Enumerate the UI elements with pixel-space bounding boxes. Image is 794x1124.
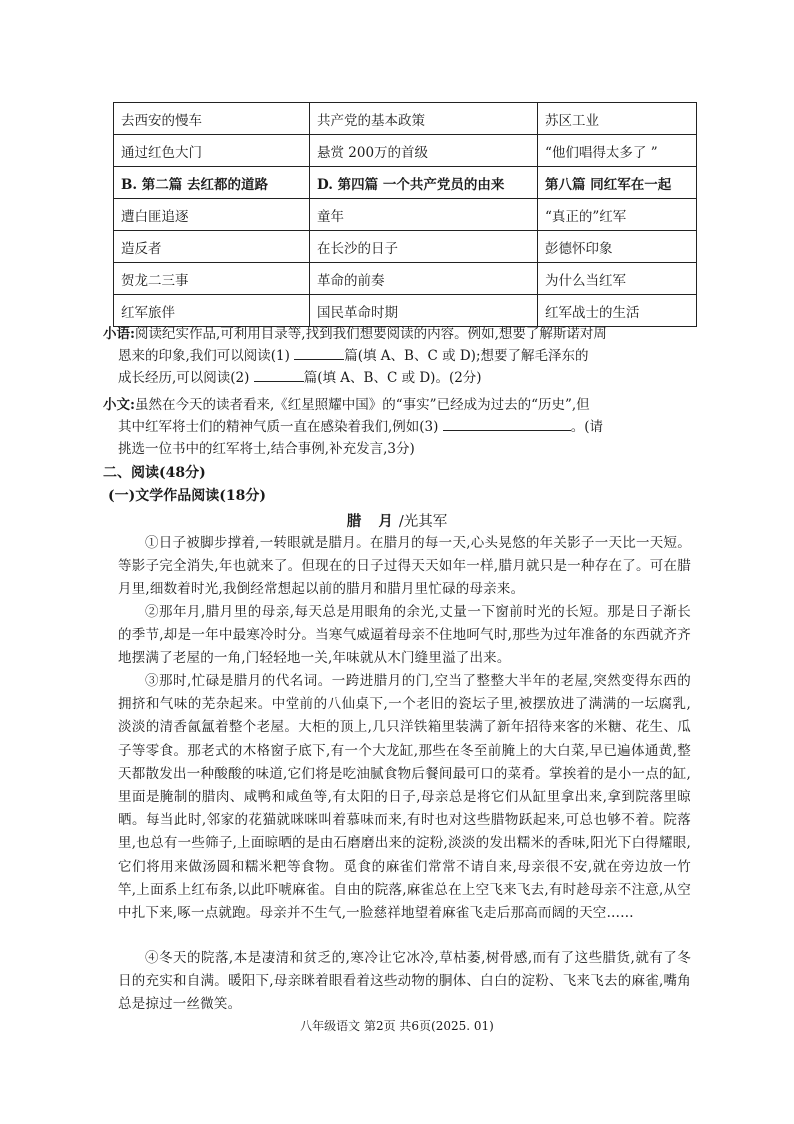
xiaowen-label: 小文: — [103, 397, 135, 413]
page-footer: 八年级语文 第2页 共6页(2025. 01) — [300, 1019, 494, 1033]
table-cell: 红军旅伴 — [114, 295, 310, 327]
table-cell: B. 第二篇 去红都的道路 — [114, 167, 310, 199]
table-row — [114, 135, 697, 167]
xiaoyu-line2a: 恩来的印象,我们可以阅读(1) — [118, 348, 290, 364]
table-cell: 在长沙的日子 — [310, 231, 538, 263]
paragraph-1: ①日子被脚步撑着,一转眼就是腊月。在腊月的每一天,心头晃悠的年关影子一天比一天短。等影子完全消失,年也就来了。但现在的日子过得天天如年一样,腊月就只是一种存在了。可在腊月里,细数着时光,我倒经常想起以前的腊月和腊月里忙碌的母亲来。 — [118, 535, 691, 598]
paragraph-3: ③那时,忙碌是腊月的代名词。一跨进腊月的门,空当了整整大半年的老屋,突然变得东西的拥挤和气味的芜杂起来。中堂前的八仙桌下,一个老旧的瓷坛子里,被摆放进了满满的一坛腐乳,淡淡的清香氤氲着整个老屋。大柜的顶上,几只洋铁箱里装满了新年招待来客的米糖、花生、瓜子等零食。那老式的木格窗子底下,有一个大龙缸,那些在冬至前腌上的大白菜,早已遍体通黄,整天都散发出一种酸酸的味道,它们将是吃油腻食物后餐间最可口的菜肴。掌挨着的是小一点的缸,里面是腌制的腊肉、咸鸭和咸鱼等,有太阳的日子,母亲总是将它们从缸里拿出来,拿到院落里晾晒。每当此时,邻家的花猫就咪咪叫着慕味而来,有时也对这些腊物跃起来,可总也够不着。院落里,也总有一些筛子,上面晾晒的是由石磨磨出来的淀粉,淡淡的发出糯米的香味,阳光下白得耀眼,它们将用来做汤圆和糯米粑等食物。觅食的麻雀们常常不请自来,母亲很不安,就在旁边放一竹竿,上面系上红布条,以此吓唬麻雀。自由的院落,麻雀总在上空飞来飞去,有时趁母亲不注意,从空中扎下来,啄一点就跑。母亲并不生气,一脸慈祥地望着麻雀飞走后那高而阔的天空…… — [118, 673, 691, 922]
table-cell: 国民革命时期 — [310, 295, 538, 327]
xiaowen-line1: 虽然在今天的读者看来,《红星照耀中国》的“事实”已经成为过去的“历史”,但 — [134, 397, 590, 413]
paragraph-4: ④冬天的院落,本是凄清和贫乏的,寒冷让它冰冷,草枯萎,树骨感,而有了这些腊货,就有了冬日的充实和自满。暖阳下,母亲眯着眼看着这些动物的胴体、白白的淀粉、飞来飞去的麻雀,嘴角总是掠过一丝微笑。 — [118, 950, 691, 1013]
answer-blank-3[interactable] — [443, 416, 571, 431]
paragraph-2: ②那年月,腊月里的母亲,每天总是用眼角的余光,丈量一下窗前时光的长短。那是日子渐长的季节,却是一年中最寒冷时分。当寒气威逼着母亲不住地呵气时,那些为过年准备的东西就齐齐地摆满了老屋的一角,门轻轻地一关,年味就从木门缝里溢了出来。 — [118, 604, 691, 667]
table-cell: 共产党的基本政策 — [310, 103, 538, 135]
xiaowen-remark — [103, 394, 703, 460]
table-cell: 苏区工业 — [538, 103, 697, 135]
xiaowen-line2b: 。(请 — [570, 419, 603, 435]
xiaoyu-label: 小语: — [103, 326, 135, 342]
table-row — [114, 263, 697, 295]
table-cell: 贺龙二三事 — [114, 263, 310, 295]
table-body — [114, 103, 697, 327]
table-row — [114, 199, 697, 231]
table-cell: 造反者 — [114, 231, 310, 263]
xiaoyu-line3b: 篇(填 A、B、C 或 D)。(2分) — [303, 370, 482, 386]
table-cell: 第八篇 同红军在一起 — [538, 167, 697, 199]
table-cell: “他们唱得太多了 ” — [538, 135, 697, 167]
table-cell: 去西安的慢车 — [114, 103, 310, 135]
table-cell: 红军战士的生活 — [538, 295, 697, 327]
answer-blank-1[interactable] — [294, 345, 344, 360]
table-cell: 童年 — [310, 199, 538, 231]
xiaowen-line3: 挑选一位书中的红军将士,结合事例,补充发言,3分) — [118, 441, 415, 457]
table-cell: 彭德怀印象 — [538, 231, 697, 263]
table-of-contents — [113, 102, 697, 327]
xiaoyu-line1: 阅读纪实作品,可利用目录等,找到我们想要阅读的内容。例如,想要了解斯诺对周 — [134, 326, 607, 342]
section-heading-literary: (一)文学作品阅读(18分) — [108, 488, 266, 504]
table-cell: 悬赏 200万的首级 — [310, 135, 538, 167]
xiaowen-line2a: 其中红军将士们的精神气质一直在感染着我们,例如(3) — [118, 419, 439, 435]
xiaoyu-remark — [103, 323, 698, 389]
table-cell: 革命的前奏 — [310, 263, 538, 295]
article-author: /光其军 — [398, 514, 448, 530]
table-cell: “真正的”红军 — [538, 199, 697, 231]
table-cell: D. 第四篇 一个共产党员的由来 — [310, 167, 538, 199]
article-title-line — [0, 510, 794, 531]
xiaoyu-line3a: 成长经历,可以阅读(2) — [118, 370, 250, 386]
article-title: 腊 月 — [346, 513, 399, 530]
table-row — [114, 103, 697, 135]
table-row — [114, 231, 697, 263]
xiaoyu-line2b: 篇(填 A、B、C 或 D);想要了解毛泽东的 — [344, 348, 589, 364]
table-cell: 遭白匪追逐 — [114, 199, 310, 231]
table-cell: 为什么当红军 — [538, 263, 697, 295]
table-row — [114, 167, 697, 199]
answer-blank-2[interactable] — [254, 367, 304, 382]
table-cell: 通过红色大门 — [114, 135, 310, 167]
section-heading-reading: 二、阅读(48分) — [103, 465, 206, 481]
table-row — [114, 295, 697, 327]
